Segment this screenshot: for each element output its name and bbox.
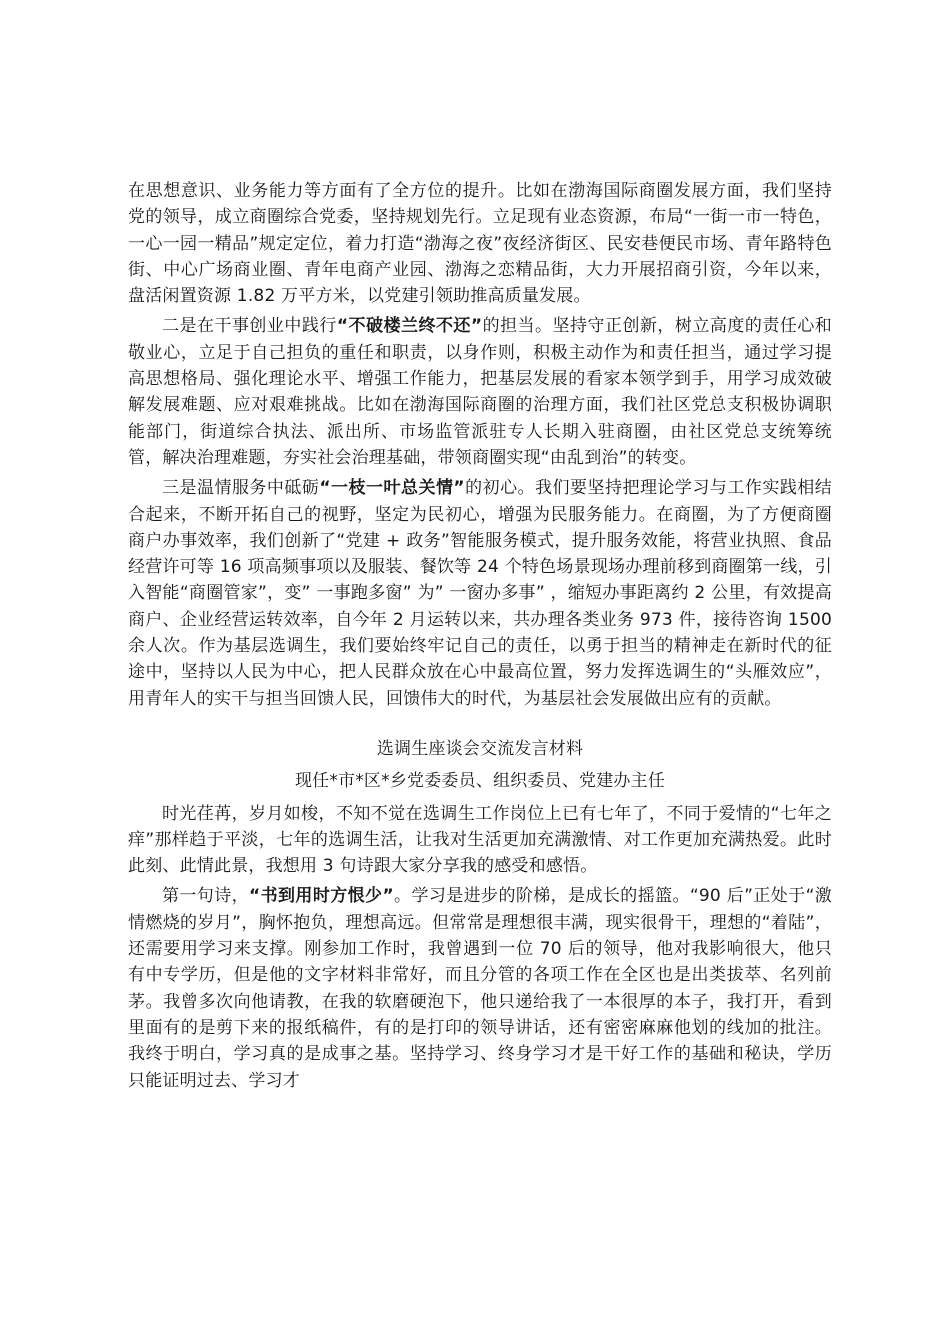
paragraph-body: 的担当。坚持守正创新，树立高度的责任心和敬业心，立足于自己担负的重任和职责，以身作则，积极主动作为和责任担当，通过学习提高思想格局、强化理论水平、增强工作能力，把基层发展的看家本领学到手，用学习成效破解发展难题、应对艰难挑战。比如在渤海国际商圈的治理方面，我们社区党总支积极协调职能部门，街道综合执法、派出所、市场监管派驻专人长期入驻商圈，由社区党总支统筹统管，解决治理难题，夯实社会治理基础，带领商圈实现“由乱到治”的转变。 xyxy=(128,316,833,468)
paragraph-lead: 第一句诗， xyxy=(162,886,250,907)
paragraph-emphasis: “不破楼兰终不还” xyxy=(336,316,483,337)
paragraph-lead: 二是在干事创业中践行 xyxy=(162,316,337,337)
paragraph-emphasis: “书到用时方恨少” xyxy=(249,886,394,907)
paragraph-service xyxy=(128,475,832,712)
paragraph-responsibility xyxy=(128,313,832,471)
paragraph-body: 的初心。我们要坚持把理论学习与工作实践相结合起来，不断开拓自己的视野，坚定为民初心，增强为民服务能力。在商圈，为了方便商圈商户办事效率，我们创新了“党建 + 政务”智能服务模式，提升服务效能，将营业执照、食品经营许可等 16 项高频事项以及服装、餐饮等 24 个特色场景现场办理前移到商圈第一线，引入智能“商圈管家”，变” 一事跑多窗” 为” 一窗办多事” ，缩短办事距离约 2 公里，有效提高商户、企业经营运转效率，自今年 2 月运转以来，共办理各类业务 973 件，接待咨询 1500 余人次。作为基层选调生，我们要始终牢记自己的责任，以勇于担当的精神走在新时代的征途中，坚持以人民为中心，把人民群众放在心中最高位置，努力发挥选调生的“头雁效应”，用青年人的实干与担当回馈人民，回馈伟大的时代，为基层社会发展做出应有的贡献。 xyxy=(128,478,832,709)
section-title: 选调生座谈会交流发言材料 xyxy=(376,738,584,759)
paragraph-introduction: 时光荏苒，岁月如梭，不知不觉在选调生工作岗位上已有七年了，不同于爱情的“七年之痒”那样趋于平淡，七年的选调生活，让我对生活更加充满激情、对工作更加充满热爱。此时此刻、此情此景，我想用 3 句诗跟大家分享我的感受和感悟。 xyxy=(128,803,832,877)
paragraph-first-poem xyxy=(128,883,832,1093)
document-page xyxy=(128,178,832,1098)
paragraph-emphasis: “一枝一叶总关情” xyxy=(319,478,465,499)
paragraph-commerce-development: 在思想意识、业务能力等方面有了全方位的提升。比如在渤海国际商圈发展方面，我们坚持党的领导，成立商圈综合党委，坚持规划先行。立足现有业态资源，布局“一街一市一特色，一心一园一精品”规定定位，着力打造“渤海之夜”夜经济街区、民安巷便民市场、青年路特色街、中心广场商业圈、青年电商产业园、渤海之恋精品街，大力开展招商引资，今年以来，盘活闲置资源 1.82 万平方米，以党建引领助推高质量发展。 xyxy=(128,181,832,307)
section-subtitle: 现任*市*区*乡党委委员、组织委员、党建办主任 xyxy=(294,771,666,792)
paragraph-body: 。学习是进步的阶梯，是成长的摇篮。“90 后”正处于“激情燃烧的岁月”，胸怀抱负，理想高远。但常常是理想很丰满，现实很骨干，理想的“着陆”，还需要用学习来支撑。刚参加工作时，我曾遇到一位 70 后的领导，他对我影响很大，他只有中专学历，但是他的文字材料非常好，而且分管的各项工作在全区也是出类拔萃、名列前茅。我曾多次向他请教，在我的软磨硬泡下，他只递给我了一本很厚的本子，我打开，看到里面有的是剪下来的报纸稿件，有的是打印的领导讲话，还有密密麻麻他划的线加的批注。我终于明白，学习真的是成事之基。坚持学习、终身学习才是干好工作的基础和秘诀，学历只能证明过去、学习才 xyxy=(128,886,833,1091)
paragraph-lead: 三是温情服务中砥砺 xyxy=(162,478,320,499)
